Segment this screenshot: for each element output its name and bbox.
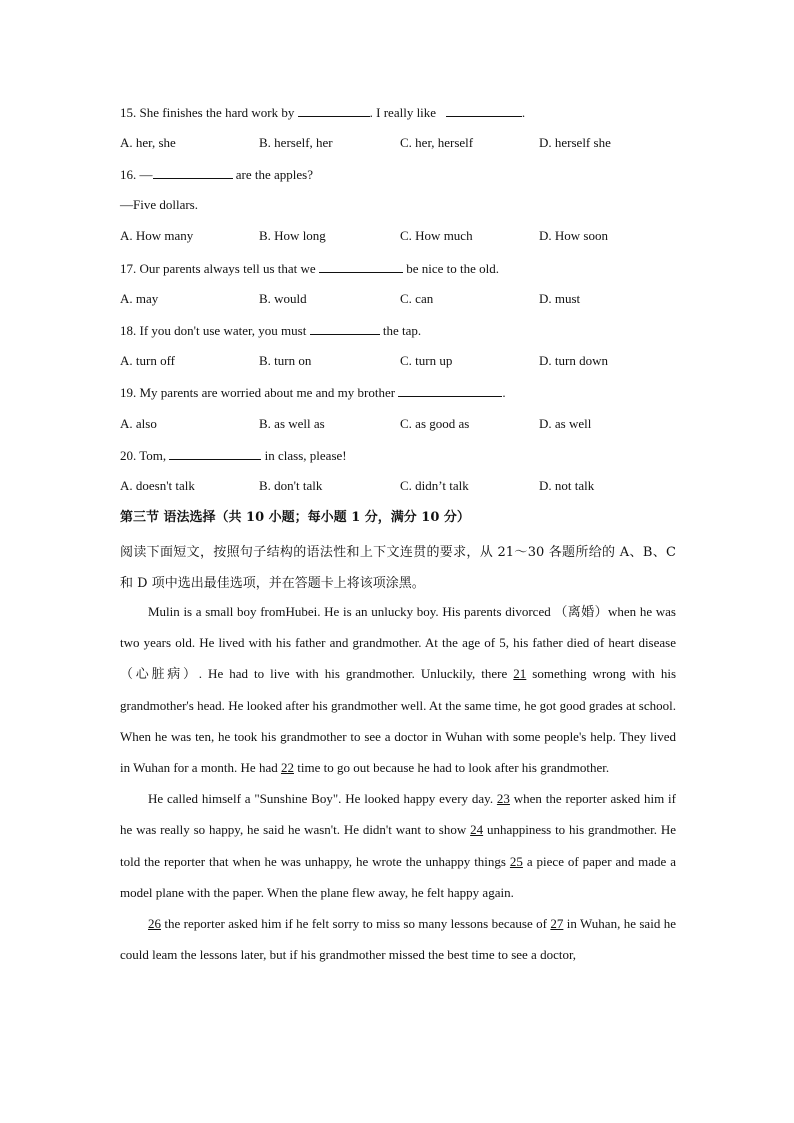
option-b: B. turn on	[259, 353, 312, 368]
blank-number: 25	[509, 853, 523, 869]
question-18-stem: 18. If you don't use water, you must the tap.	[120, 323, 422, 338]
section-instructions: 阅读下面短文，按照句子结构的语法性和上下文连贯的要求，从 21～30 各题所给的 A、B、C 和 D 项中选出最佳选项，并在答题卡上将该项涂黑。	[120, 545, 676, 591]
option-b: B. How long	[259, 228, 326, 243]
section-title: 第三节 语法选择（共 10 小题；每小题 1 分，满分 10 分）	[120, 510, 470, 525]
question-16-options	[120, 228, 680, 244]
option-c: C. turn up	[400, 353, 453, 368]
option-d: D. not talk	[539, 478, 595, 493]
option-a: A. also	[120, 416, 157, 431]
blank-number: 22	[280, 760, 294, 776]
reading-passage	[120, 596, 676, 970]
option-b: B. herself, her	[259, 135, 333, 150]
answer-blank	[398, 384, 502, 397]
option-a: A. turn off	[120, 353, 176, 368]
answer-blank	[298, 104, 370, 117]
question-19-stem: 19. My parents are worried about me and my brother .	[120, 385, 506, 400]
answer-blank	[319, 260, 403, 273]
question-18-options	[120, 353, 680, 369]
answer-blank	[310, 322, 380, 335]
passage-paragraph-2: He called himself a "Sunshine Boy". He looked happy every day. 23 when the reporter asked him if he was really so happy, he said he wasn't. He didn't want to show 24 unhappiness to his grandmother. He told the reporter that when he was unhappy, he wrote the unhappy things 25 a piece of paper and made a model plane with the paper. When the plane flew away, he felt happy again.	[120, 791, 676, 900]
option-a: A. her, she	[120, 135, 176, 150]
answer-blank	[446, 104, 522, 117]
question-16-answer-line: —Five dollars.	[120, 197, 198, 212]
answer-blank	[169, 447, 261, 460]
option-c: C. can	[400, 291, 434, 306]
option-b: B. would	[259, 291, 307, 306]
option-d: D. How soon	[539, 228, 608, 243]
option-d: D. must	[539, 291, 581, 306]
option-d: D. turn down	[539, 353, 608, 368]
question-20-options	[120, 478, 680, 494]
question-15-options	[120, 135, 680, 151]
question-17-options	[120, 291, 680, 307]
question-15-stem: 15. She finishes the hard work by . I really like .	[120, 105, 526, 120]
option-b: B. don't talk	[259, 478, 323, 493]
option-a: A. How many	[120, 228, 194, 243]
option-b: B. as well as	[259, 416, 325, 431]
blank-number: 26	[148, 916, 161, 932]
option-d: D. herself she	[539, 135, 611, 150]
option-d: D. as well	[539, 416, 592, 431]
question-19-options	[120, 416, 680, 432]
option-c: C. as good as	[400, 416, 470, 431]
blank-number: 21	[513, 666, 527, 682]
blank-number: 23	[496, 791, 510, 807]
answer-blank	[153, 166, 233, 179]
option-c: C. didn’t talk	[400, 478, 469, 493]
question-20-stem: 20. Tom, in class, please!	[120, 448, 347, 463]
passage-paragraph-3: 26 the reporter asked him if he felt sorry to miss so many lessons because of 27 in Wuhan, he said he could leam the lessons later, but if his grandmother missed the best time to see a doctor,	[120, 916, 676, 963]
option-c: C. How much	[400, 228, 473, 243]
passage-paragraph-1: Mulin is a small boy fromHubei. He is an unlucky boy. His parents divorced （离婚）when he was two years old. He lived with his father and grandmother. At the age of 5, his father died of heart disease （心脏病）. He had to live with his grandmother. Unluckily, there 21 something wrong with his grandmother's head. He looked after his grandmother well. At the same time, he got good grades at school. When he was ten, he took his grandmother to see a doctor in Wuhan with some people's help. They lived in Wuhan for a month. He had 22 time to go out because he had to look after his grandmother.	[120, 604, 676, 776]
blank-number: 27	[550, 916, 564, 932]
question-17-stem: 17. Our parents always tell us that we be nice to the old.	[120, 261, 499, 276]
blank-number: 24	[470, 822, 484, 838]
option-c: C. her, herself	[400, 135, 474, 150]
option-a: A. may	[120, 291, 159, 306]
option-a: A. doesn't talk	[120, 478, 195, 493]
question-16-stem: 16. — are the apples?	[120, 167, 313, 182]
